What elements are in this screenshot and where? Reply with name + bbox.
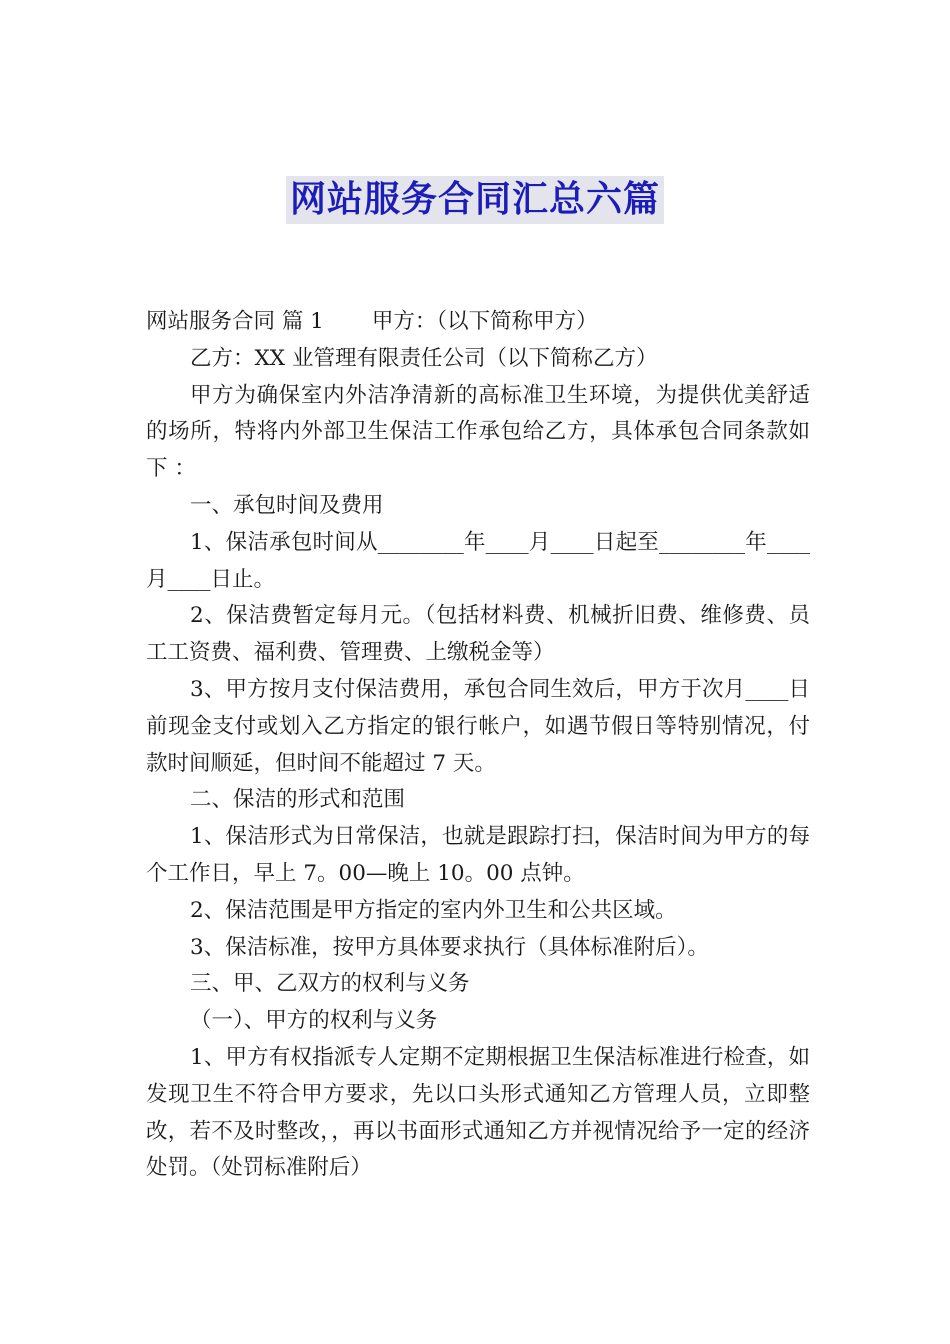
contract-heading-line <box>146 304 810 341</box>
clause-2-2: 2、保洁范围是甲方指定的室内外卫生和公共区域。 <box>190 897 677 923</box>
party-b-line: 乙方：XX 业管理有限责任公司（以下简称乙方） <box>190 345 658 371</box>
subsection-heading-3-1: （一）、甲方的权利与义务 <box>190 1008 438 1034</box>
clause-1-2: 2、保洁费暂定每月元。（包括材料费、机械折旧费、维修费、员工工资费、福利费、管理费、上缴税金等） <box>146 603 810 666</box>
document-body <box>146 304 810 1187</box>
contract-part-label: 网站服务合同 篇 1 <box>146 309 324 334</box>
document-title-wrap <box>0 176 950 230</box>
section-heading-1: 一、承包时间及费用 <box>190 492 384 518</box>
section-heading-3: 三、甲、乙双方的权利与义务 <box>190 971 470 997</box>
clause-2-1: 1、保洁形式为日常保洁，也就是跟踪打扫，保洁时间为甲方的每个工作日，早上 7。00—晚上 10。00 点钟。 <box>146 824 810 886</box>
section-heading-2: 二、保洁的形式和范围 <box>190 787 406 813</box>
clause-2-3: 3、保洁标准，按甲方具体要求执行（具体标准附后）。 <box>190 934 709 960</box>
clause-1-3: 3、甲方按月支付保洁费用，承包合同生效后，甲方于次月____日前现金支付或划入乙方指定的银行帐户，如遇节假日等特别情况，付款时间顺延，但时间不能超过 7 天。 <box>146 676 810 776</box>
document-title: 网站服务合同汇总六篇 <box>286 176 664 224</box>
clause-1-1: 1、保洁承包时间从________年____月____日起至________年____月____日止。 <box>146 529 810 592</box>
party-a-line: 甲方：（以下简称甲方） <box>371 309 598 334</box>
intro-paragraph: 甲方为确保室内外洁净清新的高标准卫生环境，为提供优美舒适的场所，特将内外部卫生保洁工作承包给乙方，具体承包合同条款如下 ： <box>146 382 810 482</box>
clause-3-1-1: 1、甲方有权指派专人定期不定期根据卫生保洁标准进行检查，如发现卫生不符合甲方要求，先以口头形式通知乙方管理人员，立即整改，若不及时整改，，再以书面形式通知乙方并视情况给予一定的经济处罚。（处罚标准附后） <box>146 1044 810 1181</box>
